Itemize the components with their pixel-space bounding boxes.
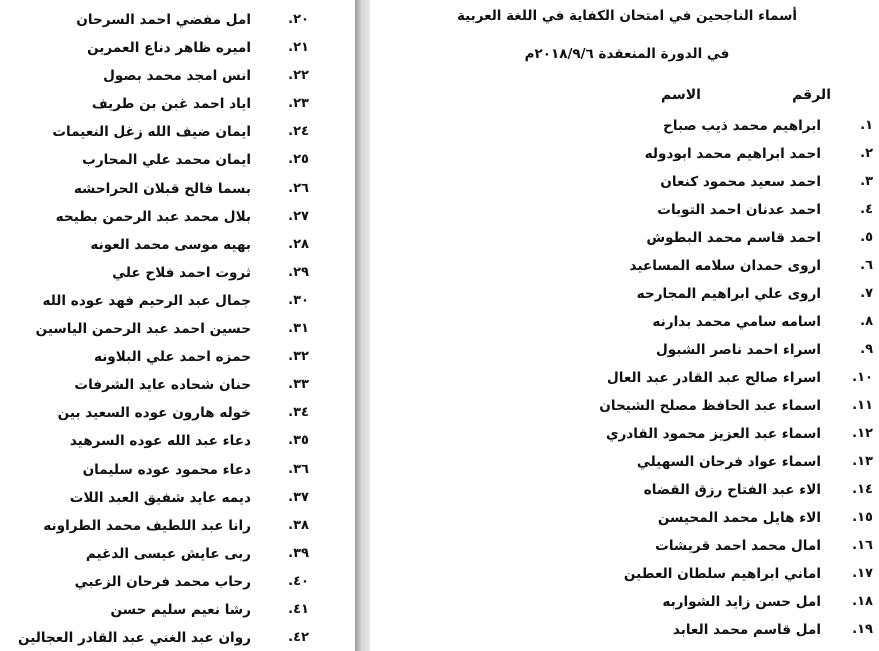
row-name: ديمه عايد شفيق العبد اللات (69, 489, 251, 506)
page-gutter-divider (355, 0, 370, 651)
row-name: انس امجد محمد بصول (103, 68, 251, 85)
row-name: بسما فالح قبلان الحراحشه (73, 180, 251, 197)
right-name-list (491, 116, 873, 648)
row-name: امل قاسم محمد العابد (672, 622, 821, 638)
row-name: اسماء عواد فرحان السهيلي (636, 454, 821, 470)
list-item (491, 620, 873, 648)
row-name: ربى عايش عيسى الدغيم (85, 545, 251, 562)
row-name: خوله هارون عوده السعيد بين (57, 405, 251, 422)
list-item (1, 431, 309, 459)
row-name: رحاب محمد فرحان الزعبي (74, 573, 251, 590)
list-item (491, 396, 873, 424)
row-number: ١٨. (852, 594, 873, 609)
row-number: ١٣. (852, 454, 873, 469)
row-number: ١٧. (852, 566, 873, 581)
row-number: ٢٧. (288, 208, 309, 224)
list-item (491, 228, 873, 256)
row-number: ١٤. (852, 482, 873, 497)
row-name: حنان شحاده عايد الشرفات (74, 377, 251, 394)
row-name: اروى علي ابراهيم المجارحه (636, 286, 821, 302)
row-number: ٢٢. (288, 68, 309, 84)
list-item (1, 235, 309, 263)
row-name: رانا عبد اللطيف محمد الطراونه (43, 517, 251, 534)
row-name: امل حسن زايد الشواربه (662, 594, 821, 610)
row-number: ٢. (860, 146, 873, 161)
list-item (1, 263, 309, 291)
row-name: احمد عدنان احمد التوبات (657, 202, 821, 218)
row-number: ٤٠. (288, 573, 309, 589)
row-number: ٣٣. (288, 377, 309, 393)
row-name: اروى حمدان سلامه المساعيد (629, 258, 821, 274)
column-header-name: الاسم (661, 87, 701, 103)
list-item (1, 375, 309, 403)
row-name: اسراء احمد ناصر الشبول (656, 342, 821, 358)
row-number: ٣٥. (288, 433, 309, 449)
list-item (1, 516, 309, 544)
column-header-number: الرقم (792, 87, 831, 103)
list-item (1, 572, 309, 600)
list-item (1, 150, 309, 178)
list-item (1, 291, 309, 319)
row-number: ٣١. (288, 321, 309, 337)
row-name: احمد سعيد محمود كنعان (660, 174, 821, 190)
list-item (491, 284, 873, 312)
row-number: ٣٩. (288, 545, 309, 561)
list-item (491, 592, 873, 620)
left-name-list (1, 10, 309, 651)
row-name: الاء هايل محمد المحيسن (657, 510, 821, 526)
row-number: ٤٢. (288, 630, 309, 646)
row-number: ٢٥. (288, 152, 309, 168)
row-number: ٣٧. (288, 489, 309, 505)
left-page (0, 0, 355, 651)
list-item (491, 340, 873, 368)
list-item (491, 172, 873, 200)
row-name: حسين احمد عبد الرحمن الياسين (35, 321, 251, 338)
row-name: اسراء صالح عبد القادر عبد العال (606, 370, 821, 386)
row-name: ابراهيم محمد ذيب صباح (663, 118, 821, 134)
list-item (1, 347, 309, 375)
row-name: جمال عبد الرحيم فهد عوده الله (42, 292, 251, 309)
row-number: ٩. (860, 342, 873, 357)
row-number: ١٩. (852, 622, 873, 637)
row-name: اياد احمد غبن بن طريف (91, 96, 251, 113)
row-name: حمزه احمد علي البلاونه (93, 349, 251, 366)
row-number: ٣٢. (288, 349, 309, 365)
row-number: ٢٩. (288, 264, 309, 280)
row-number: ٦. (860, 258, 873, 273)
row-number: ١٥. (852, 510, 873, 525)
list-item (1, 488, 309, 516)
row-number: ١٦. (852, 538, 873, 553)
row-number: ٤. (860, 202, 873, 217)
document-subtitle: في الدورة المنعقدة ٢٠١٨/٩/٦م (524, 46, 730, 62)
row-name: اسماء عبد الحافظ مصلح الشيحان (599, 398, 821, 414)
row-name: ايمان ضيف الله زغل النعيمات (52, 124, 251, 141)
row-number: ١٠. (852, 370, 873, 385)
row-name: دعاء محمود عوده سليمان (82, 461, 251, 478)
row-number: ١١. (852, 398, 873, 413)
row-name: اسامه سامي محمد بدارنه (652, 314, 821, 330)
list-item (1, 460, 309, 488)
row-number: ٨. (860, 314, 873, 329)
list-item (491, 144, 873, 172)
row-name: احمد قاسم محمد البطوش (646, 230, 821, 246)
row-number: ٢٤. (288, 124, 309, 140)
list-item (491, 312, 873, 340)
list-item (491, 452, 873, 480)
list-item (1, 628, 309, 651)
list-item (1, 122, 309, 150)
list-item (1, 207, 309, 235)
list-item (1, 94, 309, 122)
document-title: أسماء الناجحين في امتحان الكفاية في اللغة العربية (456, 8, 798, 24)
list-item (491, 256, 873, 284)
row-name: اسماء عبد العزيز محمود القادري (605, 426, 821, 442)
row-number: ٣٦. (288, 461, 309, 477)
row-number: ٣٠. (288, 292, 309, 308)
list-item (1, 10, 309, 38)
row-number: ٣٤. (288, 405, 309, 421)
list-item (491, 508, 873, 536)
row-name: بلال محمد عبد الرحمن بطيحه (55, 208, 251, 225)
list-item (1, 179, 309, 207)
list-item (1, 66, 309, 94)
list-item (491, 564, 873, 592)
row-number: ١٢. (852, 426, 873, 441)
row-number: ٢٣. (288, 96, 309, 112)
row-number: ٤١. (288, 601, 309, 617)
right-page (370, 0, 879, 651)
row-name: اماني ابراهيم سلطان العطين (623, 566, 821, 582)
row-number: ٢١. (288, 40, 309, 56)
list-item (1, 544, 309, 572)
row-number: ٢٠. (288, 12, 309, 27)
row-name: احمد ابراهيم محمد ابودوله (644, 146, 821, 162)
list-item (1, 403, 309, 431)
row-name: روان عبد الغني عبد القادر العجالين (18, 630, 251, 647)
row-number: ١. (860, 118, 873, 133)
row-name: دعاء عبد الله عوده السرهيد (69, 433, 251, 450)
list-item (491, 480, 873, 508)
row-number: ٣. (860, 174, 873, 189)
list-item (1, 38, 309, 66)
row-number: ٥. (860, 230, 873, 245)
row-number: ٧. (860, 286, 873, 301)
row-name: بهيه موسى محمد العونه (90, 236, 251, 253)
row-name: امال محمد احمد قريشات (655, 538, 821, 554)
list-item (491, 424, 873, 452)
list-item (1, 600, 309, 628)
row-number: ٢٦. (288, 180, 309, 196)
row-name: ايمان محمد علي المحارب (82, 152, 251, 169)
row-name: الاء عبد الفتاح رزق القضاه (643, 482, 821, 498)
row-name: امل مفضي احمد السرحان (76, 12, 251, 28)
list-item (1, 319, 309, 347)
row-name: رشا نعيم سليم حسن (110, 601, 251, 618)
row-name: اميره ظاهر دناع العمرين (87, 40, 251, 57)
list-item (491, 200, 873, 228)
row-number: ٢٨. (288, 236, 309, 252)
list-item (491, 536, 873, 564)
list-item (491, 116, 873, 144)
row-number: ٣٨. (288, 517, 309, 533)
list-item (491, 368, 873, 396)
row-name: ثروت احمد فلاح علي (112, 264, 251, 281)
